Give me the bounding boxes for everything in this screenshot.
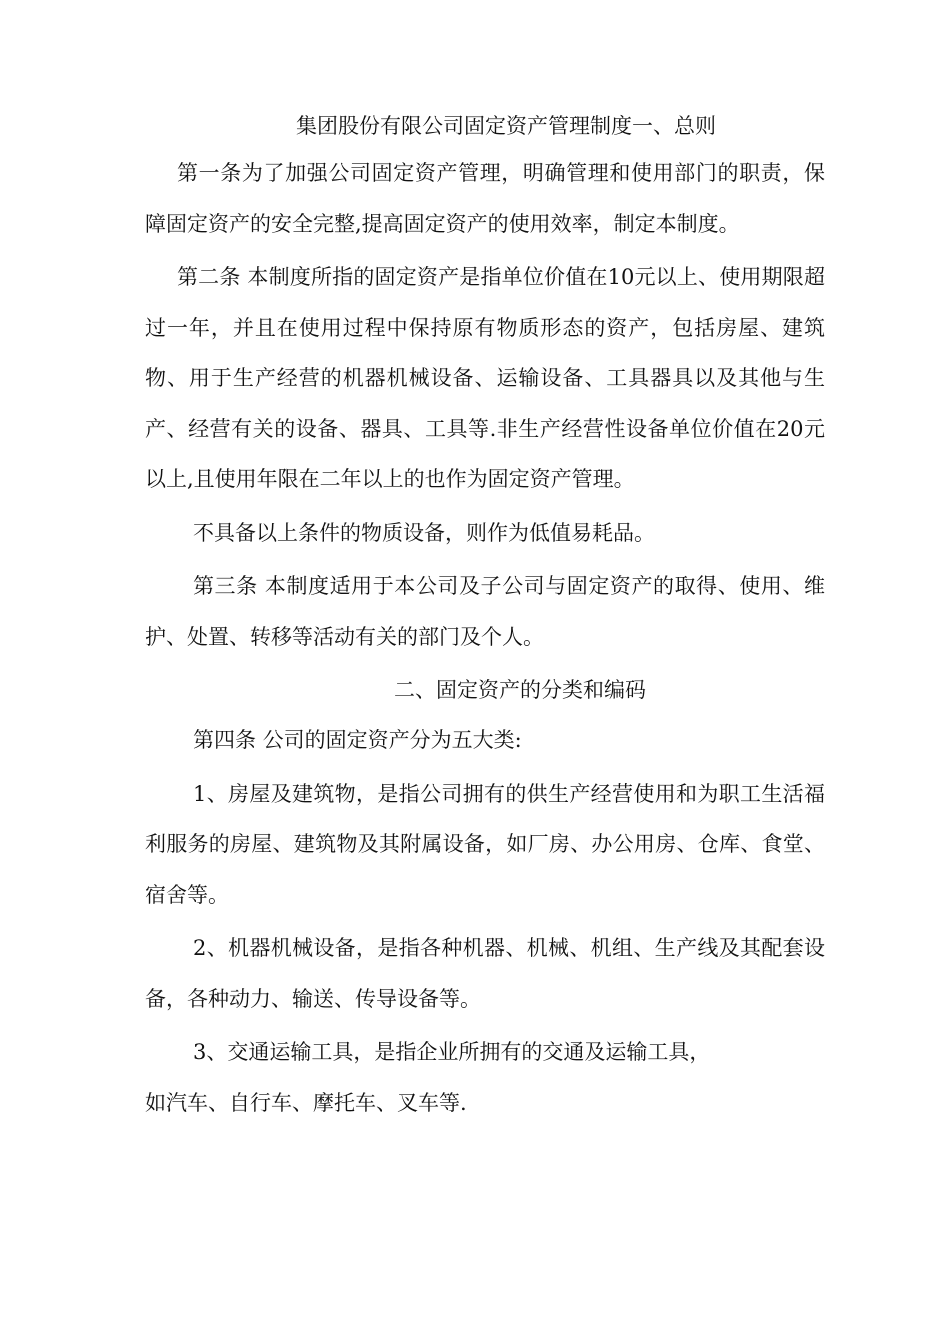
paragraph-item-2-machinery: 2、机器机械设备，是指各种机器、机械、机组、生产线及其配套设备，各种动力、输送、传导设备等。 (145, 936, 825, 1011)
paragraph-item-3-transport: 3、交通运输工具，是指企业所拥有的交通及运输工具， (193, 1040, 711, 1064)
paragraph-article-3: 第三条 本制度适用于本公司及子公司与固定资产的取得、使用、维护、处置、转移等活动有关的部门及个人。 (145, 574, 825, 649)
paragraph-item-1-buildings: 1、房屋及建筑物，是指公司拥有的供生产经营使用和为职工生活福利服务的房屋、建筑物及其附属设备，如厂房、办公用房、仓库、食堂、宿舍等。 (145, 781, 825, 907)
document-page (145, 108, 825, 1131)
paragraph-item-3-continued: 如汽车、自行车、摩托车、叉车等. (145, 1090, 467, 1115)
paragraph-low-value-items: 不具备以上条件的物质设备，则作为低值易耗品。 (193, 520, 655, 545)
paragraph-article-1: 第一条为了加强公司固定资产管理，明确管理和使用部门的职责，保障固定资产的安全完整,提高固定资产的使用效率，制定本制度。 (145, 161, 825, 236)
paragraph-article-4: 第四条 公司的固定资产分为五大类: (193, 728, 522, 752)
section-heading-classification: 二、固定资产的分类和编码 (394, 678, 646, 702)
paragraph-article-2: 第二条 本制度所指的固定资产是指单位价值在10元以上、使用期限超过一年，并且在使用过程中保持原有物质形态的资产，包括房屋、建筑物、用于生产经营的机器机械设备、运输设备、工具器具以及其他与生产、经营有关的设备、器具、工具等.非生产经营性设备单位价值在20元以上,且使用年限在二年以上的也作为固定资产管理。 (145, 265, 825, 491)
document-title: 集团股份有限公司固定资产管理制度一、总则 (296, 114, 716, 138)
